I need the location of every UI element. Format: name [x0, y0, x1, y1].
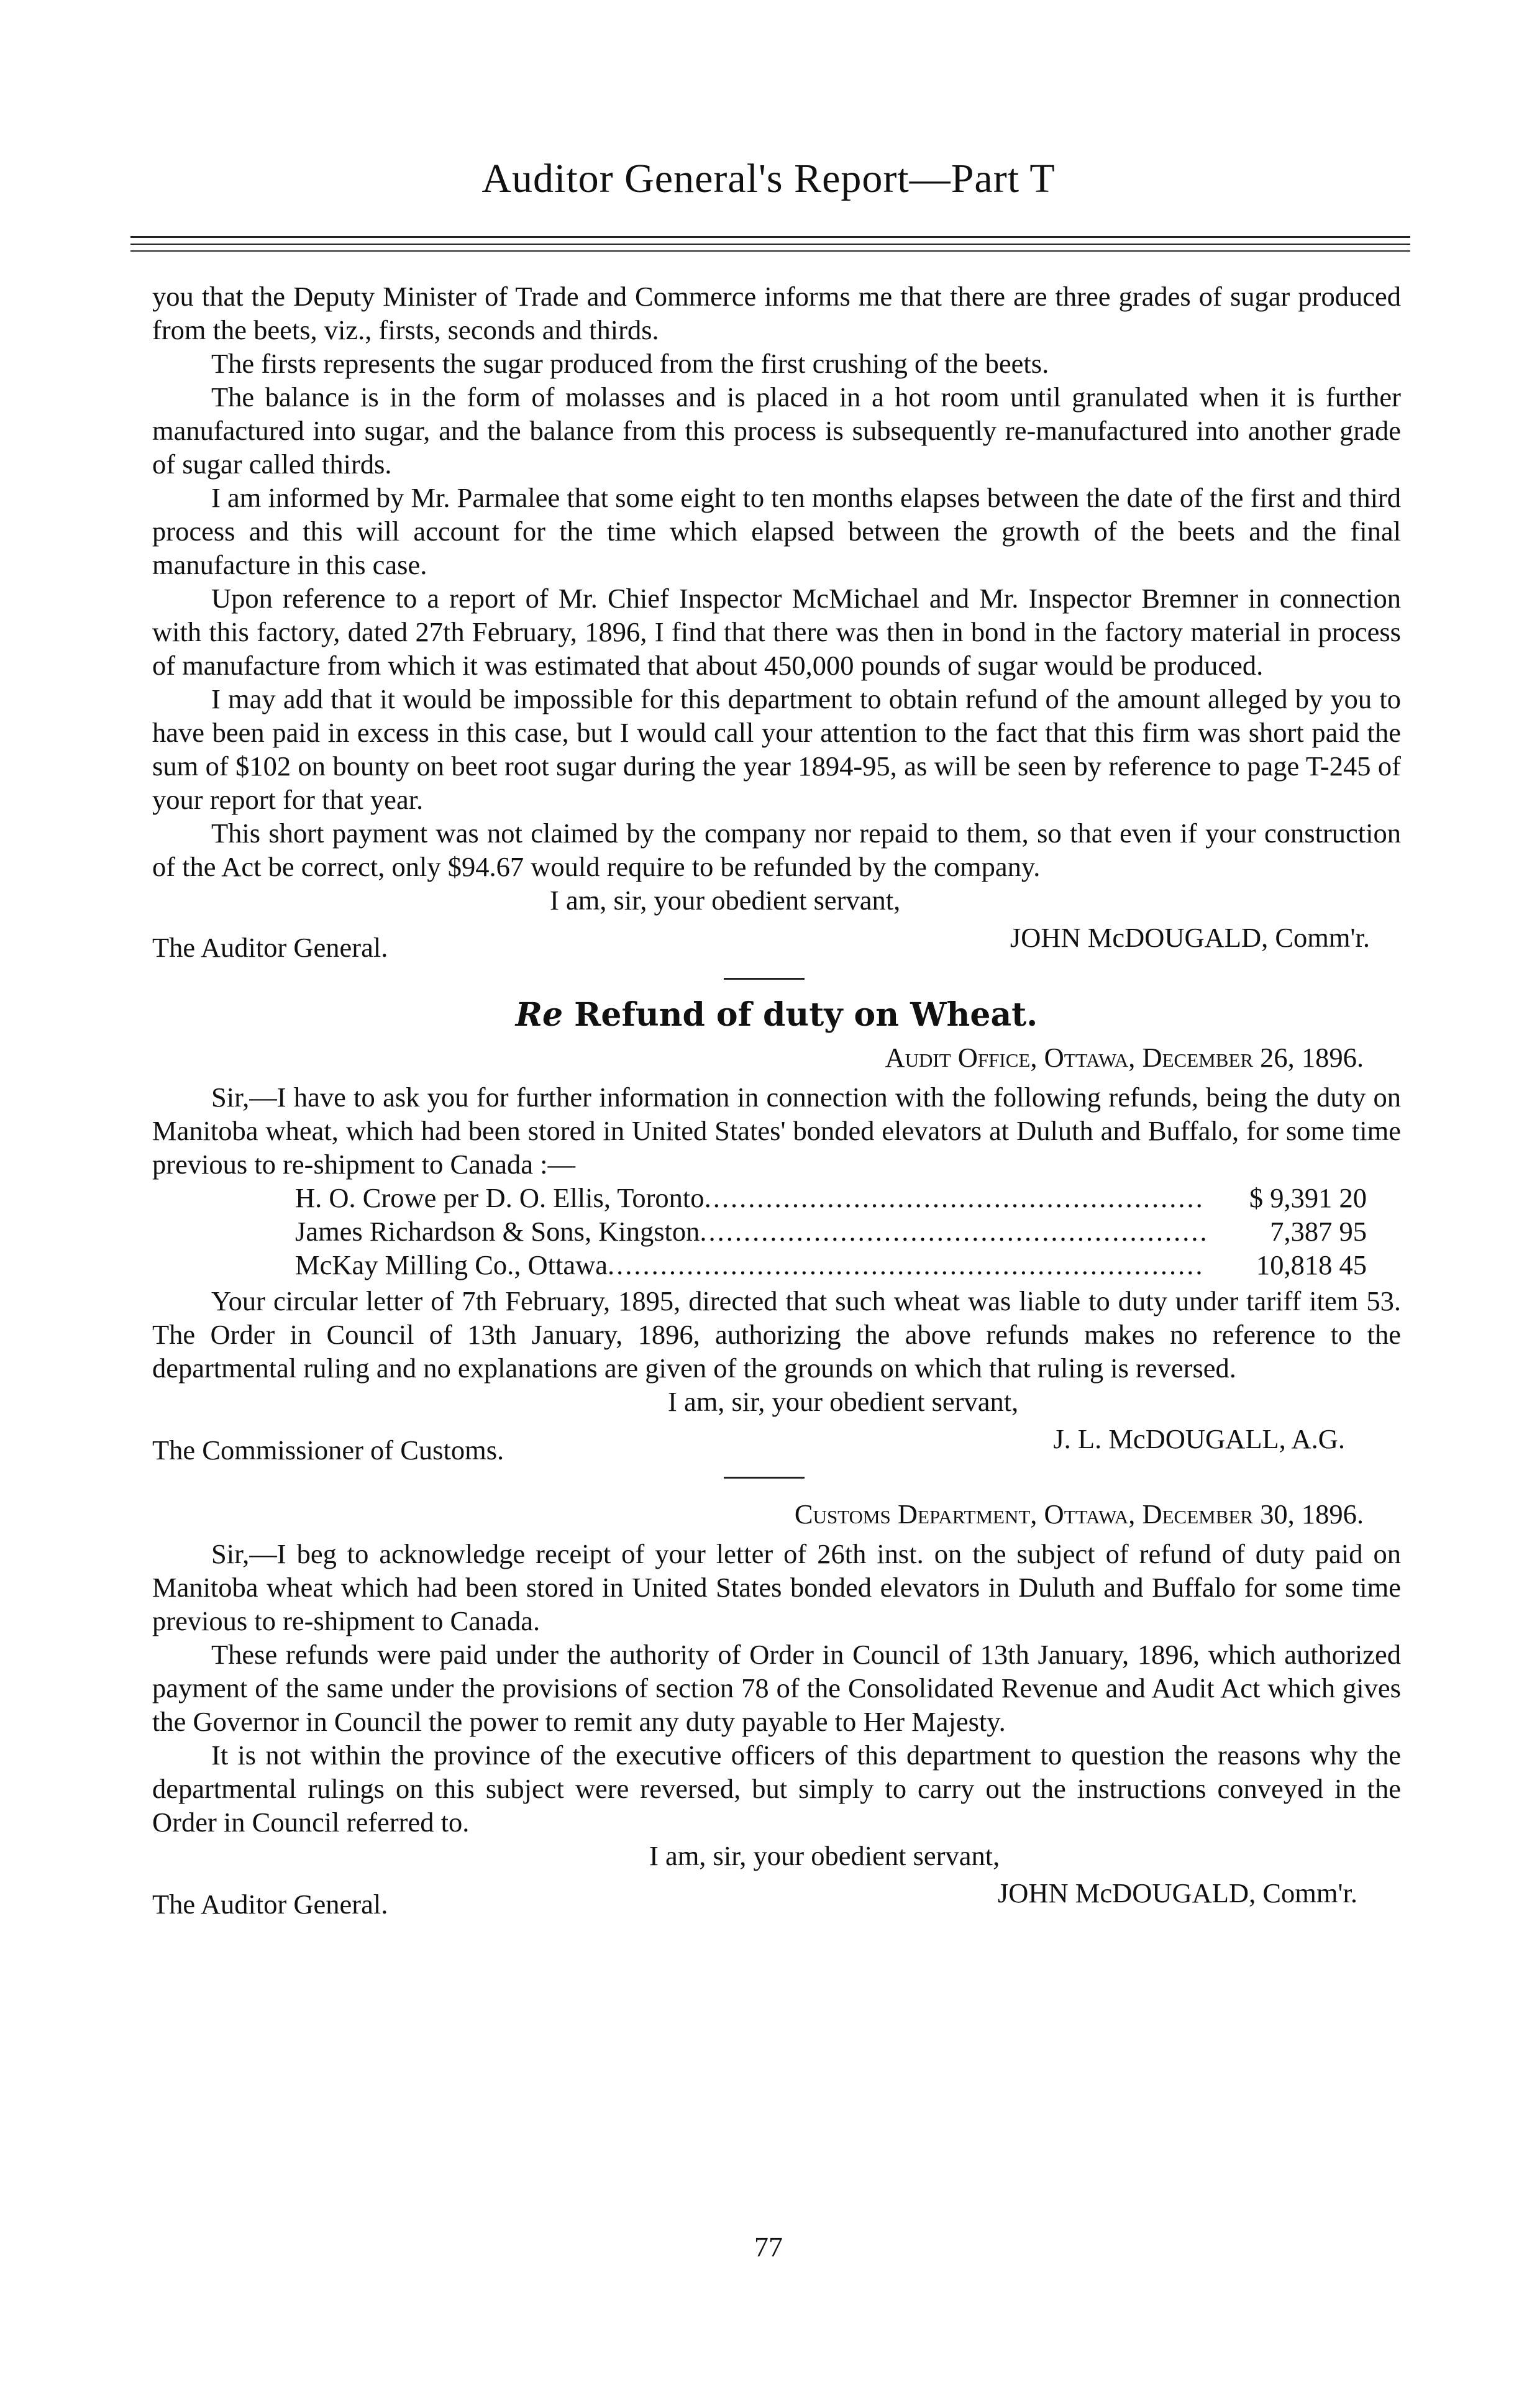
- paragraph: The balance is in the form of molasses and is placed in a hot room until granulated when it is further manufactured into sugar, and the balance from this process is subsequently re-manufactured into another grade of sugar called thirds.: [152, 381, 1401, 480]
- address-signature-line: [152, 1418, 1401, 1468]
- section-divider: [724, 978, 805, 980]
- leader-dots: [700, 1215, 1205, 1248]
- section-heading: [152, 998, 1401, 1032]
- paragraph: you that the Deputy Minister of Trade and Commerce informs me that there are three grades of sugar produced from the beets, viz., firsts, seconds and thirds.: [152, 281, 1401, 345]
- paragraph: These refunds were paid under the authority of Order in Council of 13th January, 1896, which authorized payment of the same under the provisions of section 78 of the Consolidated Revenue and Audit Act which gives the Governor in Council the power to remit any duty payable to Her Majesty.: [152, 1639, 1401, 1737]
- closing-line: [152, 1385, 1401, 1418]
- closing-line: [152, 1839, 1401, 1872]
- address-signature-line: [152, 917, 1401, 964]
- paragraph: Sir,—I have to ask you for further information in connection with the following refunds, being the duty on Manitoba wheat, which had been stored in United States' bonded elevators at Duluth and Buffalo, for some time previous to re-shipment to Canada :—: [152, 1082, 1401, 1180]
- section-divider: [724, 1477, 805, 1479]
- paragraph: I am informed by Mr. Parmalee that some eight to ten months elapses between the date of the first and third process and this will account for the time which elapsed between the growth of the beets and the final manufacture in this case.: [152, 482, 1401, 580]
- paragraph: The firsts represents the sugar produced from the first crushing of the beets.: [211, 348, 1049, 379]
- dateline: Customs Department, Ottawa, December 30, 1896.: [794, 1498, 1364, 1530]
- amount: 10,818 45: [1256, 1249, 1367, 1280]
- header-rule: [130, 244, 1410, 245]
- addressee: The Auditor General.: [152, 932, 388, 963]
- heading-prefix: Re: [515, 996, 563, 1034]
- addressee: The Auditor General.: [152, 1889, 388, 1920]
- dateline: Audit Office, Ottawa, December 26, 1896.: [885, 1042, 1364, 1073]
- page-number: 77: [754, 2231, 783, 2263]
- amount: $ 9,391 20: [1249, 1182, 1367, 1213]
- signature: JOHN McDOUGALD, Comm'r.: [997, 1877, 1357, 1909]
- signature: J. L. McDOUGALL, A.G.: [1053, 1423, 1345, 1454]
- payee: James Richardson & Sons, Kingston: [295, 1216, 700, 1247]
- letter-one: [152, 280, 1401, 1922]
- paragraph: Sir,—I beg to acknowledge receipt of your letter of 26th inst. on the subject of refund of duty paid on Manitoba wheat which had been stored in United States bonded elevators in Duluth and Buffalo for some time previous to re-shipment to Canada.: [152, 1538, 1401, 1636]
- paragraph: Your circular letter of 7th February, 1895, directed that such wheat was liable to duty under tariff item 53. The Order in Council of 13th January, 1896, authorizing the above refunds makes no reference to the departmental ruling and no explanations are given of the grounds on which that ruling is reversed.: [152, 1285, 1401, 1384]
- payee: McKay Milling Co., Ottawa: [295, 1249, 608, 1280]
- table-row: [295, 1215, 1401, 1248]
- address-signature-line: [152, 1872, 1401, 1922]
- signature: JOHN McDOUGALD, Comm'r.: [1010, 922, 1370, 953]
- closing: I am, sir, your obedient servant,: [550, 885, 901, 916]
- closing: I am, sir, your obedient servant,: [649, 1840, 1000, 1871]
- amount: 7,387 95: [1270, 1216, 1367, 1247]
- header-rule: [130, 236, 1410, 238]
- running-header: Auditor General's Report—Part T: [481, 156, 1056, 201]
- leader-dots: [608, 1248, 1205, 1282]
- paragraph: This short payment was not claimed by the company nor repaid to them, so that even if your construction of the Act be correct, only $94.67 would require to be refunded by the company.: [152, 818, 1401, 882]
- paragraph: Upon reference to a report of Mr. Chief Inspector McMichael and Mr. Inspector Bremner in connection with this factory, dated 27th February, 1896, I find that there was then in bond in the factory material in process of manufacture from which it was estimated that about 450,000 pounds of sugar would be produced.: [152, 583, 1401, 681]
- payee: H. O. Crowe per D. O. Ellis, Toronto: [295, 1182, 705, 1213]
- paragraph: It is not within the province of the executive officers of this department to question the reasons why the departmental rulings on this subject were reversed, but simply to carry out the instructions conveyed in the Order in Council referred to.: [152, 1740, 1401, 1838]
- heading-title: Refund of duty on Wheat.: [574, 996, 1038, 1034]
- paragraph: I may add that it would be impossible for this department to obtain refund of the amount alleged by you to have been paid in excess in this case, but I would call your attention to the fact that this firm was short paid the sum of $102 on bounty on beet root sugar during the year 1894-95, as will be seen by reference to page T-245 of your report for that year.: [152, 683, 1401, 815]
- table-row: [295, 1181, 1401, 1215]
- addressee: The Commissioner of Customs.: [152, 1434, 504, 1466]
- refund-table: [152, 1181, 1401, 1282]
- table-row: [295, 1248, 1401, 1282]
- closing-line: [152, 883, 1401, 917]
- closing: I am, sir, your obedient servant,: [668, 1386, 1019, 1417]
- header-rule: [130, 250, 1410, 252]
- leader-dots: [705, 1181, 1205, 1215]
